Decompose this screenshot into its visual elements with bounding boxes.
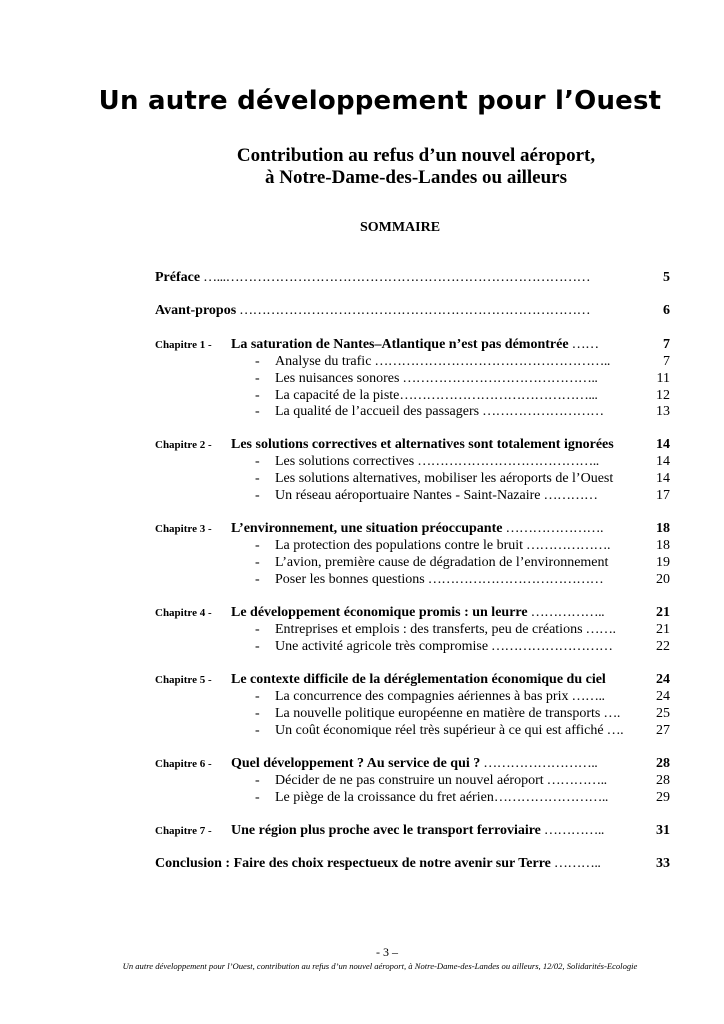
toc-leader-dots: ………….. [543,773,607,788]
toc-leader-dots: …………….. [527,605,605,620]
chapter-line [231,756,597,772]
toc-leader-dots: …………………. [502,521,603,536]
section-title: La capacité de la piste [275,388,400,403]
chapter-label: Chapitre 6 - [155,758,212,770]
section-dash: - [255,706,260,721]
toc-entry [155,756,670,773]
section-line [275,454,599,470]
chapter-line [231,672,606,688]
chapter-title: Le contexte difficile de la déréglementation économique du ciel [231,672,606,687]
section-line [275,555,608,571]
toc-entry [155,521,670,538]
section-line [275,773,607,789]
toc-page-number: 28 [656,773,670,788]
section-dash: - [255,388,260,403]
toc-leader-dots: …………………………………….. [399,371,598,386]
chapter-line [231,823,604,839]
toc-page-number: 7 [663,354,670,369]
section-dash: - [255,790,260,805]
chapter-title: Les solutions correctives et alternatives sont totalement ignorées [231,437,614,452]
page-number: - 3 – [376,945,398,959]
toc-page-number: 18 [656,521,670,536]
section-title: La protection des populations contre le bruit [275,538,524,553]
toc-leader-dots: …………………………………………………………………… [236,303,591,318]
toc-entry-line [155,303,590,319]
toc-entry [155,605,670,622]
toc-entry [155,555,670,572]
section-title: Le piège de la croissance du fret aérien [275,790,494,805]
toc-leader-dots: ……………………… [479,404,604,419]
section-line [275,723,623,739]
toc-leader-dots: ………… [540,488,598,503]
toc-page-number: 17 [656,488,670,503]
chapter-line [231,521,603,537]
section-title: Analyse du trafic [275,354,372,369]
section-line [275,488,597,504]
subtitle-line-1: Contribution au refus d’un nouvel aéroport, [236,145,596,166]
section-dash: - [255,555,260,570]
section-line [275,471,613,487]
section-dash: - [255,404,260,419]
toc-leader-dots: …. [603,723,624,738]
toc-leader-dots: …… [568,337,599,352]
toc-page-number: 24 [656,689,670,704]
toc-page-number: 14 [656,454,670,469]
toc-leader-dots: ……………………………………... [399,388,598,403]
toc-entry-title: Conclusion : Faire des choix respectueux de notre avenir sur Terre [155,856,551,871]
toc-page-number: 12 [656,388,670,403]
toc-entry [155,471,670,488]
section-title: Un coût économique réel très supérieur à ce qui est affiché [275,723,604,738]
section-dash: - [255,454,260,469]
chapter-label: Chapitre 3 - [155,523,212,535]
section-line [275,371,597,387]
section-line [275,538,610,554]
chapter-title: Une région plus proche avec le transport ferroviaire [231,823,541,838]
section-dash: - [255,773,260,788]
toc-entry [155,538,670,555]
chapter-title: Le développement économique promis : un leurre [231,605,528,620]
toc-leader-dots: ……….. [550,856,601,871]
toc-leader-dots: …………………….. [493,790,608,805]
toc-entry [155,354,670,371]
toc-leader-dots: …………………………………………….. [371,354,610,369]
section-title: L’avion, première cause de dégradation de l’environnement [275,555,609,570]
toc-entry [155,488,670,505]
toc-page-number: 25 [656,706,670,721]
chapter-title: La saturation de Nantes–Atlantique n’est pas démontrée [231,337,569,352]
toc-page-number: 21 [656,605,670,620]
section-line [275,354,610,370]
chapter-line [231,605,604,621]
section-title: Une activité agricole très compromise [275,639,489,654]
section-title: La nouvelle politique européenne en matière de transports [275,706,601,721]
toc-page-number: 27 [656,723,670,738]
toc-page-number: 6 [663,303,670,318]
toc-entry [155,371,670,388]
section-dash: - [255,354,260,369]
toc-entry-line [155,270,590,286]
toc-entry-title: Avant-propos [155,303,237,318]
section-title: Un réseau aéroportuaire Nantes - Saint-Nazaire [275,488,541,503]
toc-entry [155,790,670,807]
toc-entry [155,856,670,873]
section-title: Les nuisances sonores [275,371,400,386]
section-title: La concurrence des compagnies aériennes à bas prix [275,689,569,704]
toc-page-number: 31 [656,823,670,838]
toc-entry [155,454,670,471]
section-title: Les solutions alternatives, mobiliser les aéroports de l’Ouest [275,471,614,486]
section-dash: - [255,538,260,553]
chapter-title: L’environnement, une situation préoccupante [231,521,503,536]
toc-page-number: 29 [656,790,670,805]
section-dash: - [255,371,260,386]
toc-entry [155,689,670,706]
section-dash: - [255,639,260,654]
chapter-label: Chapitre 1 - [155,339,212,351]
page-footer: Un autre développement pour l’Ouest, contribution au refus d’un nouvel aéroport, à Notre-Dame-des-Landes ou ailleurs, 12/02, Solidarités-Ecologie [122,961,638,971]
sommaire-heading: SOMMAIRE [359,220,441,235]
chapter-label: Chapitre 4 - [155,607,212,619]
toc-entry [155,622,670,639]
subtitle-line-2: à Notre-Dame-des-Landes ou ailleurs [264,167,568,188]
toc-leader-dots: ………………. [523,538,611,553]
section-title: Les solutions correctives [275,454,415,469]
section-dash: - [255,689,260,704]
section-line [275,388,597,404]
toc-entry [155,388,670,405]
chapter-label: Chapitre 5 - [155,674,212,686]
toc-page-number: 20 [656,572,670,587]
section-line [275,639,613,655]
section-dash: - [255,572,260,587]
toc-entry [155,572,670,589]
section-dash: - [255,488,260,503]
toc-leader-dots: …………………….. [480,756,598,771]
section-title: Poser les bonnes questions [275,572,425,587]
toc-page-number: 5 [663,270,670,285]
toc-entry [155,270,670,287]
section-line [275,706,620,722]
toc-page-number: 24 [656,672,670,687]
toc-page-number: 22 [656,639,670,654]
toc-entry [155,639,670,656]
section-dash: - [255,471,260,486]
toc-entry [155,723,670,740]
section-dash: - [255,622,260,637]
toc-entry [155,337,670,354]
toc-leader-dots: …….. [568,689,605,704]
toc-leader-dots: ………………………………….. [414,454,599,469]
toc-entry-line [155,856,600,872]
toc-entry [155,773,670,790]
toc-page-number: 11 [656,371,670,386]
section-dash: - [255,723,260,738]
toc-leader-dots: ……………………… [488,639,613,654]
section-line [275,790,608,806]
chapter-title: Quel développement ? Au service de qui ? [231,756,481,771]
toc-leader-dots: ………………………………… [424,572,604,587]
toc-entry [155,303,670,320]
toc-entry [155,404,670,421]
chapter-line [231,437,614,453]
toc-page-number: 28 [656,756,670,771]
toc-page-number: 33 [656,856,670,871]
section-line [275,689,604,705]
toc-leader-dots: …...……………………………………………………………………… [200,270,591,285]
section-title: La qualité de l’accueil des passagers [275,404,480,419]
toc-leader-dots: ……. [582,622,616,637]
toc-entry [155,437,670,454]
toc-page-number: 18 [656,538,670,553]
toc-entry-title: Préface [155,270,201,285]
toc-leader-dots: ………….. [540,823,604,838]
toc-page-number: 13 [656,404,670,419]
toc-entry [155,823,670,840]
toc-page-number: 19 [656,555,670,570]
toc-page-number: 7 [663,337,670,352]
toc-entry [155,672,670,689]
section-line [275,622,616,638]
section-line [275,572,603,588]
toc-page-number: 14 [656,437,670,452]
section-title: Décider de ne pas construire un nouvel aéroport [275,773,544,788]
section-line [275,404,604,420]
document-title: Un autre développement pour l’Ouest [98,86,662,116]
chapter-label: Chapitre 7 - [155,825,212,837]
chapter-label: Chapitre 2 - [155,439,212,451]
toc-page-number: 21 [656,622,670,637]
toc-leader-dots: …. [600,706,620,721]
toc-entry [155,706,670,723]
section-title: Entreprises et emplois : des transferts, peu de créations [275,622,583,637]
chapter-line [231,337,599,353]
toc-page-number: 14 [656,471,670,486]
